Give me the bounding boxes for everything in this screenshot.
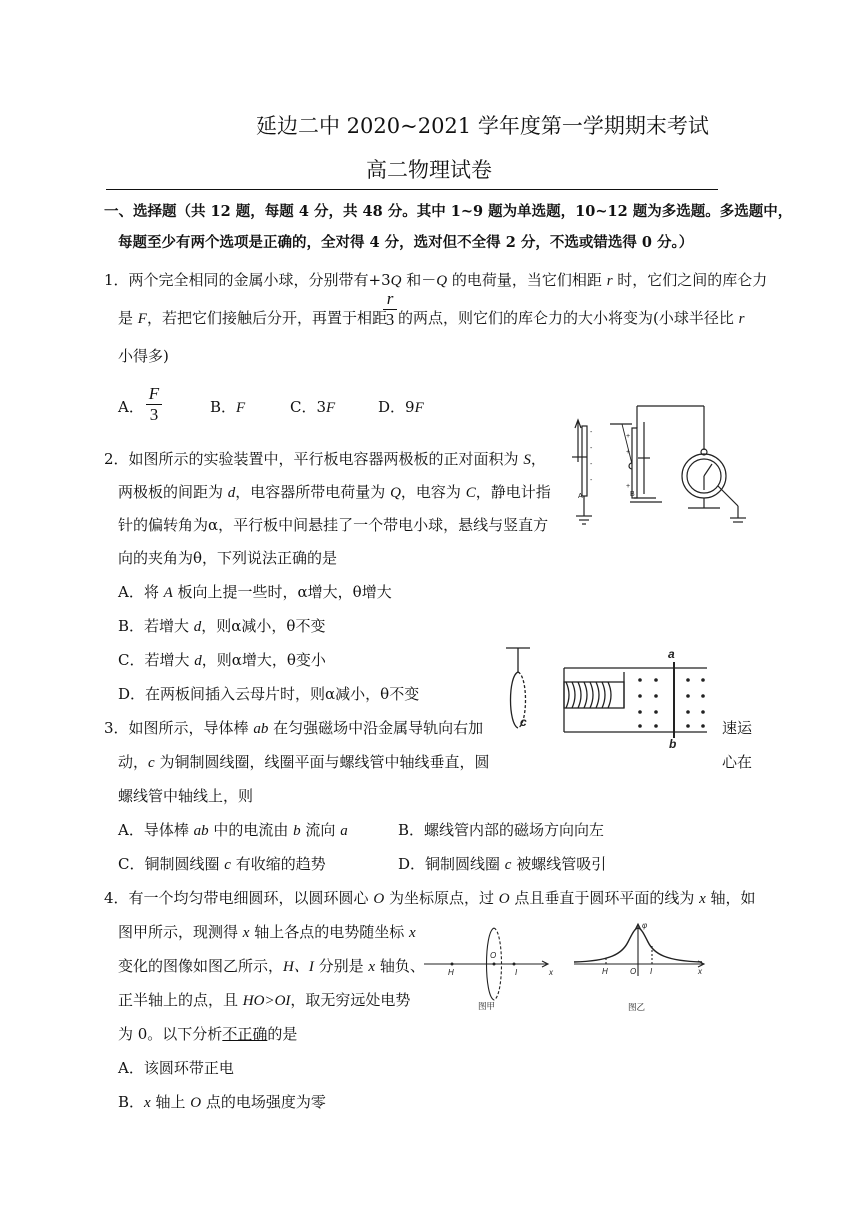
q1-option-c: C．3F bbox=[290, 398, 336, 416]
svg-text:-: - bbox=[590, 461, 593, 468]
svg-text:A: A bbox=[578, 493, 583, 500]
q2-capacitor-diagram bbox=[570, 402, 760, 527]
svg-text:图乙: 图乙 bbox=[628, 1003, 646, 1012]
svg-text:O: O bbox=[630, 967, 637, 976]
svg-text:I: I bbox=[650, 967, 653, 976]
title-divider bbox=[106, 189, 718, 190]
q1-line2-part1: 是 F，若把它们接触后分开，再置于相距 bbox=[118, 309, 387, 327]
q2-line1: 2．如图所示的实验装置中，平行板电容器两极板的正对面积为 S， bbox=[104, 450, 546, 468]
svg-text:-: - bbox=[590, 445, 593, 452]
q3-option-b: B．螺线管内部的磁场方向向左 bbox=[398, 821, 605, 839]
q1-option-a-label: A． bbox=[118, 398, 144, 416]
q4-line5: 为 0。以下分析不正确的是 bbox=[118, 1025, 298, 1043]
q4-option-b: B．x 轴上 O 点的电场强度为零 bbox=[118, 1093, 326, 1111]
q4-ring-diagram bbox=[422, 918, 562, 1010]
q1-option-b: B．F bbox=[210, 398, 246, 416]
q2-line4: 向的夹角为θ，下列说法正确的是 bbox=[118, 549, 338, 567]
svg-text:c: c bbox=[520, 715, 527, 729]
q3-line3: 螺线管中轴线上，则 bbox=[118, 787, 254, 805]
svg-text:-: - bbox=[590, 429, 593, 436]
q1-line2-part2: 的两点，则它们的库仑力的大小将变为(小球半径比 r bbox=[398, 309, 745, 327]
q1-line1: 1．两个完全相同的金属小球，分别带有+3Q 和－Q 的电荷量，当它们相距 r 时，它们之间的库仑力 bbox=[104, 271, 768, 289]
q2-line2: 两极板的间距为 d，电容器所带电荷量为 Q，电容为 C，静电计指 bbox=[118, 483, 551, 501]
svg-text:b: b bbox=[669, 737, 677, 750]
svg-text:B: B bbox=[630, 491, 635, 498]
q4-option-a: A．该圆环带正电 bbox=[118, 1059, 234, 1077]
svg-text:图甲: 图甲 bbox=[478, 1002, 496, 1010]
q2-line3: 针的偏转角为α，平行板中间悬挂了一个带电小球，悬线与竖直方 bbox=[118, 516, 549, 534]
q3-option-c: C．铜制圆线圈 c 有收缩的趋势 bbox=[118, 855, 326, 873]
q3-line1-end: 速运 bbox=[722, 719, 753, 737]
svg-text:+: + bbox=[626, 483, 631, 490]
q4-line3: 变化的图像如图乙所示，H、I 分别是 x 轴负、 bbox=[118, 957, 425, 975]
q1-line3: 小得多) bbox=[118, 347, 169, 365]
svg-text:x: x bbox=[549, 968, 553, 977]
q2-option-a: A．将 A 板向上提一些时，α增大，θ增大 bbox=[118, 583, 392, 601]
q3-solenoid-diagram bbox=[500, 642, 715, 750]
svg-text:H: H bbox=[448, 968, 454, 977]
q4-line4: 正半轴上的点，且 HO>OI，取无穷远处电势 bbox=[118, 991, 411, 1009]
q3-option-d: D．铜制圆线圈 c 被螺线管吸引 bbox=[398, 855, 607, 873]
q4-line1: 4．有一个均匀带电细圆环，以圆环圆心 O 为坐标原点，过 O 点且垂直于圆环平面的线为 x 轴，如 bbox=[104, 889, 756, 907]
section-instruction-line2: 每题至少有两个选项是正确的，全对得 4 分，选对但不全得 2 分，不选或错选得 0 分。） bbox=[118, 234, 694, 251]
q3-line2: 动，c 为铜制圆线圈，线圈平面与螺线管中轴线垂直，圆 bbox=[118, 753, 490, 771]
q4-line2: 图甲所示，现测得 x 轴上各点的电势随坐标 x bbox=[118, 923, 416, 941]
svg-text:a: a bbox=[668, 647, 675, 661]
q3-line2-end: 心在 bbox=[722, 753, 753, 771]
q2-option-c: C．若增大 d，则α增大，θ变小 bbox=[118, 651, 326, 669]
svg-text:I: I bbox=[515, 968, 518, 977]
svg-text:-: - bbox=[590, 477, 593, 484]
section-instruction-line1: 一、选择题（共 12 题，每题 4 分，共 48 分。其中 1~9 题为单选题，10~12 题为多选题。多选题中， bbox=[104, 203, 793, 220]
svg-text:φ: φ bbox=[642, 921, 648, 930]
q4-potential-graph bbox=[570, 916, 710, 1012]
q3-line1: 3．如图所示，导体棒 ab 在匀强磁场中沿金属导轨向右加 bbox=[104, 719, 484, 737]
paper-subtitle: 高二物理试卷 bbox=[366, 158, 492, 182]
svg-text:O: O bbox=[490, 951, 497, 960]
q1-option-a-fraction: F 3 bbox=[146, 385, 162, 424]
svg-text:H: H bbox=[602, 967, 608, 976]
svg-text:+: + bbox=[626, 449, 631, 456]
q2-option-d: D．在两板间插入云母片时，则α减小，θ不变 bbox=[118, 685, 420, 703]
q3-option-a: A．导体棒 ab 中的电流由 b 流向 a bbox=[118, 821, 348, 839]
svg-text:x: x bbox=[698, 967, 702, 976]
svg-text:+: + bbox=[626, 433, 631, 440]
q2-option-b: B．若增大 d，则α减小，θ不变 bbox=[118, 617, 326, 635]
exam-title: 延边二中 2020~2021 学年度第一学期期末考试 bbox=[256, 114, 709, 138]
q1-fraction-r-over-3: r 3 bbox=[383, 290, 397, 329]
q1-option-d: D．9F bbox=[378, 398, 424, 416]
